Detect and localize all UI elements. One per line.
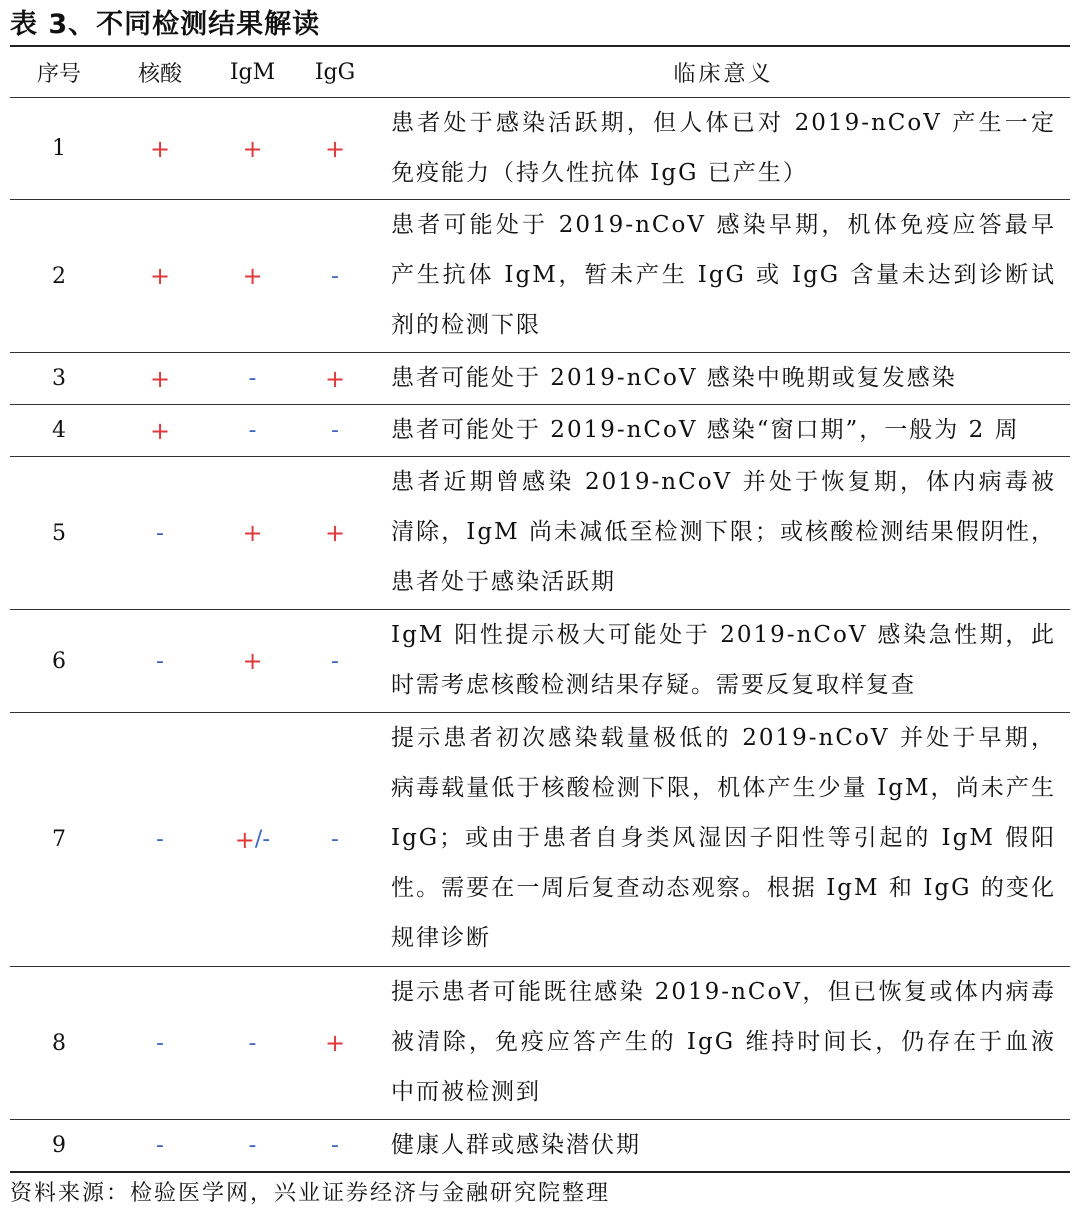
header-igg: IgG [314,59,356,85]
nucleic-result: + [149,262,171,290]
clinical-meaning: 患者可能处于 2019-nCoV 感染中晚期或复发感染 [391,365,957,391]
igg-result: + [324,134,346,163]
nucleic-result: - [156,1133,164,1158]
table-row [10,98,1070,199]
table-header-row [10,47,1070,97]
table-row [10,457,1070,609]
nucleic-result: - [156,827,164,852]
igg-result: - [331,418,339,443]
row-no: 9 [52,1133,66,1158]
igg-result: - [331,1133,339,1158]
igg-result: - [331,827,339,852]
header-meaning: 临床意义 [673,61,774,87]
igm-result: - [248,366,257,391]
clinical-meaning: 患者可能处于 2019-nCoV 感染早期，机体免疫应答最早产生抗体 IgM，暂未产生 IgG 或 IgG 含量未达到诊断试剂的检测下限 [391,212,1056,338]
table-row [10,405,1070,456]
table-row [10,1120,1070,1171]
nucleic-result: - [156,1030,164,1056]
igm-result: + [242,262,263,290]
igm-result: + [242,134,263,163]
clinical-meaning: 患者处于感染活跃期，但人体已对 2019-nCoV 产生一定免疫能力（持久性抗体 IgG 已产生） [391,110,1056,186]
row-no: 3 [52,366,66,391]
row-no: 1 [52,136,66,161]
igg-result: - [331,648,339,674]
nucleic-result: - [156,648,164,674]
nucleic-result: - [156,520,164,546]
igm-result: - [248,418,257,443]
clinical-meaning: 健康人群或感染潜伏期 [391,1132,641,1158]
table-row [10,353,1070,404]
header-igm: IgM [229,59,276,85]
row-no: 6 [52,648,66,674]
igm-result: - [248,1030,257,1056]
igm-result: - [248,1133,257,1158]
igm-result: + [242,647,263,675]
igg-result: + [324,519,346,547]
clinical-meaning: 提示患者初次感染载量极低的 2019-nCoV 并处于早期，病毒载量低于核酸检测下限，机体产生少量 IgM，尚未产生 IgG；或由于患者自身类风湿因子阳性等引起的 IgM 假阳性。需要在一周后复查动态观察。根据 IgM 和 IgG 的变化规律诊断 [391,725,1056,951]
row-no: 4 [52,418,66,443]
plus-symbol: + [234,825,255,854]
igg-result: - [331,263,339,289]
row-no: 2 [52,263,66,289]
nucleic-result: + [149,416,171,445]
header-no: 序号 [36,61,81,87]
table-row [10,713,1070,966]
header-nucleic: 核酸 [137,61,182,87]
igm-result [215,713,290,966]
clinical-meaning: 患者可能处于 2019-nCoV 感染“窗口期”，一般为 2 周 [391,417,1020,443]
igm-result: + [242,519,263,547]
igg-result: + [324,1029,346,1057]
table-row [10,610,1070,712]
table-row [10,967,1070,1119]
clinical-meaning: 提示患者可能既往感染 2019-nCoV，但已恢复或体内病毒被清除，免疫应答产生的 IgG 维持时间长，仍存在于血液中而被检测到 [391,979,1056,1105]
source-note: 资料来源：检验医学网，兴业证券经济与金融研究院整理 [10,1181,611,1206]
table-row [10,200,1070,352]
table-title: 表 3、不同检测结果解读 [10,9,321,40]
igg-result: + [324,364,346,393]
row-no: 8 [52,1030,66,1056]
row-no: 7 [52,827,66,852]
clinical-meaning: 患者近期曾感染 2019-nCoV 并处于恢复期，体内病毒被清除，IgM 尚未减低至检测下限；或核酸检测结果假阴性，患者处于感染活跃期 [391,469,1056,595]
row-no: 5 [52,520,66,546]
nucleic-result: + [149,364,171,393]
clinical-meaning: IgM 阳性提示极大可能处于 2019-nCoV 感染急性期，此时需考虑核酸检测结果存疑。需要反复取样复查 [391,622,1056,698]
table-bottom-rule [10,1171,1070,1173]
nucleic-result: + [149,134,171,163]
minus-symbol: /- [254,827,271,852]
